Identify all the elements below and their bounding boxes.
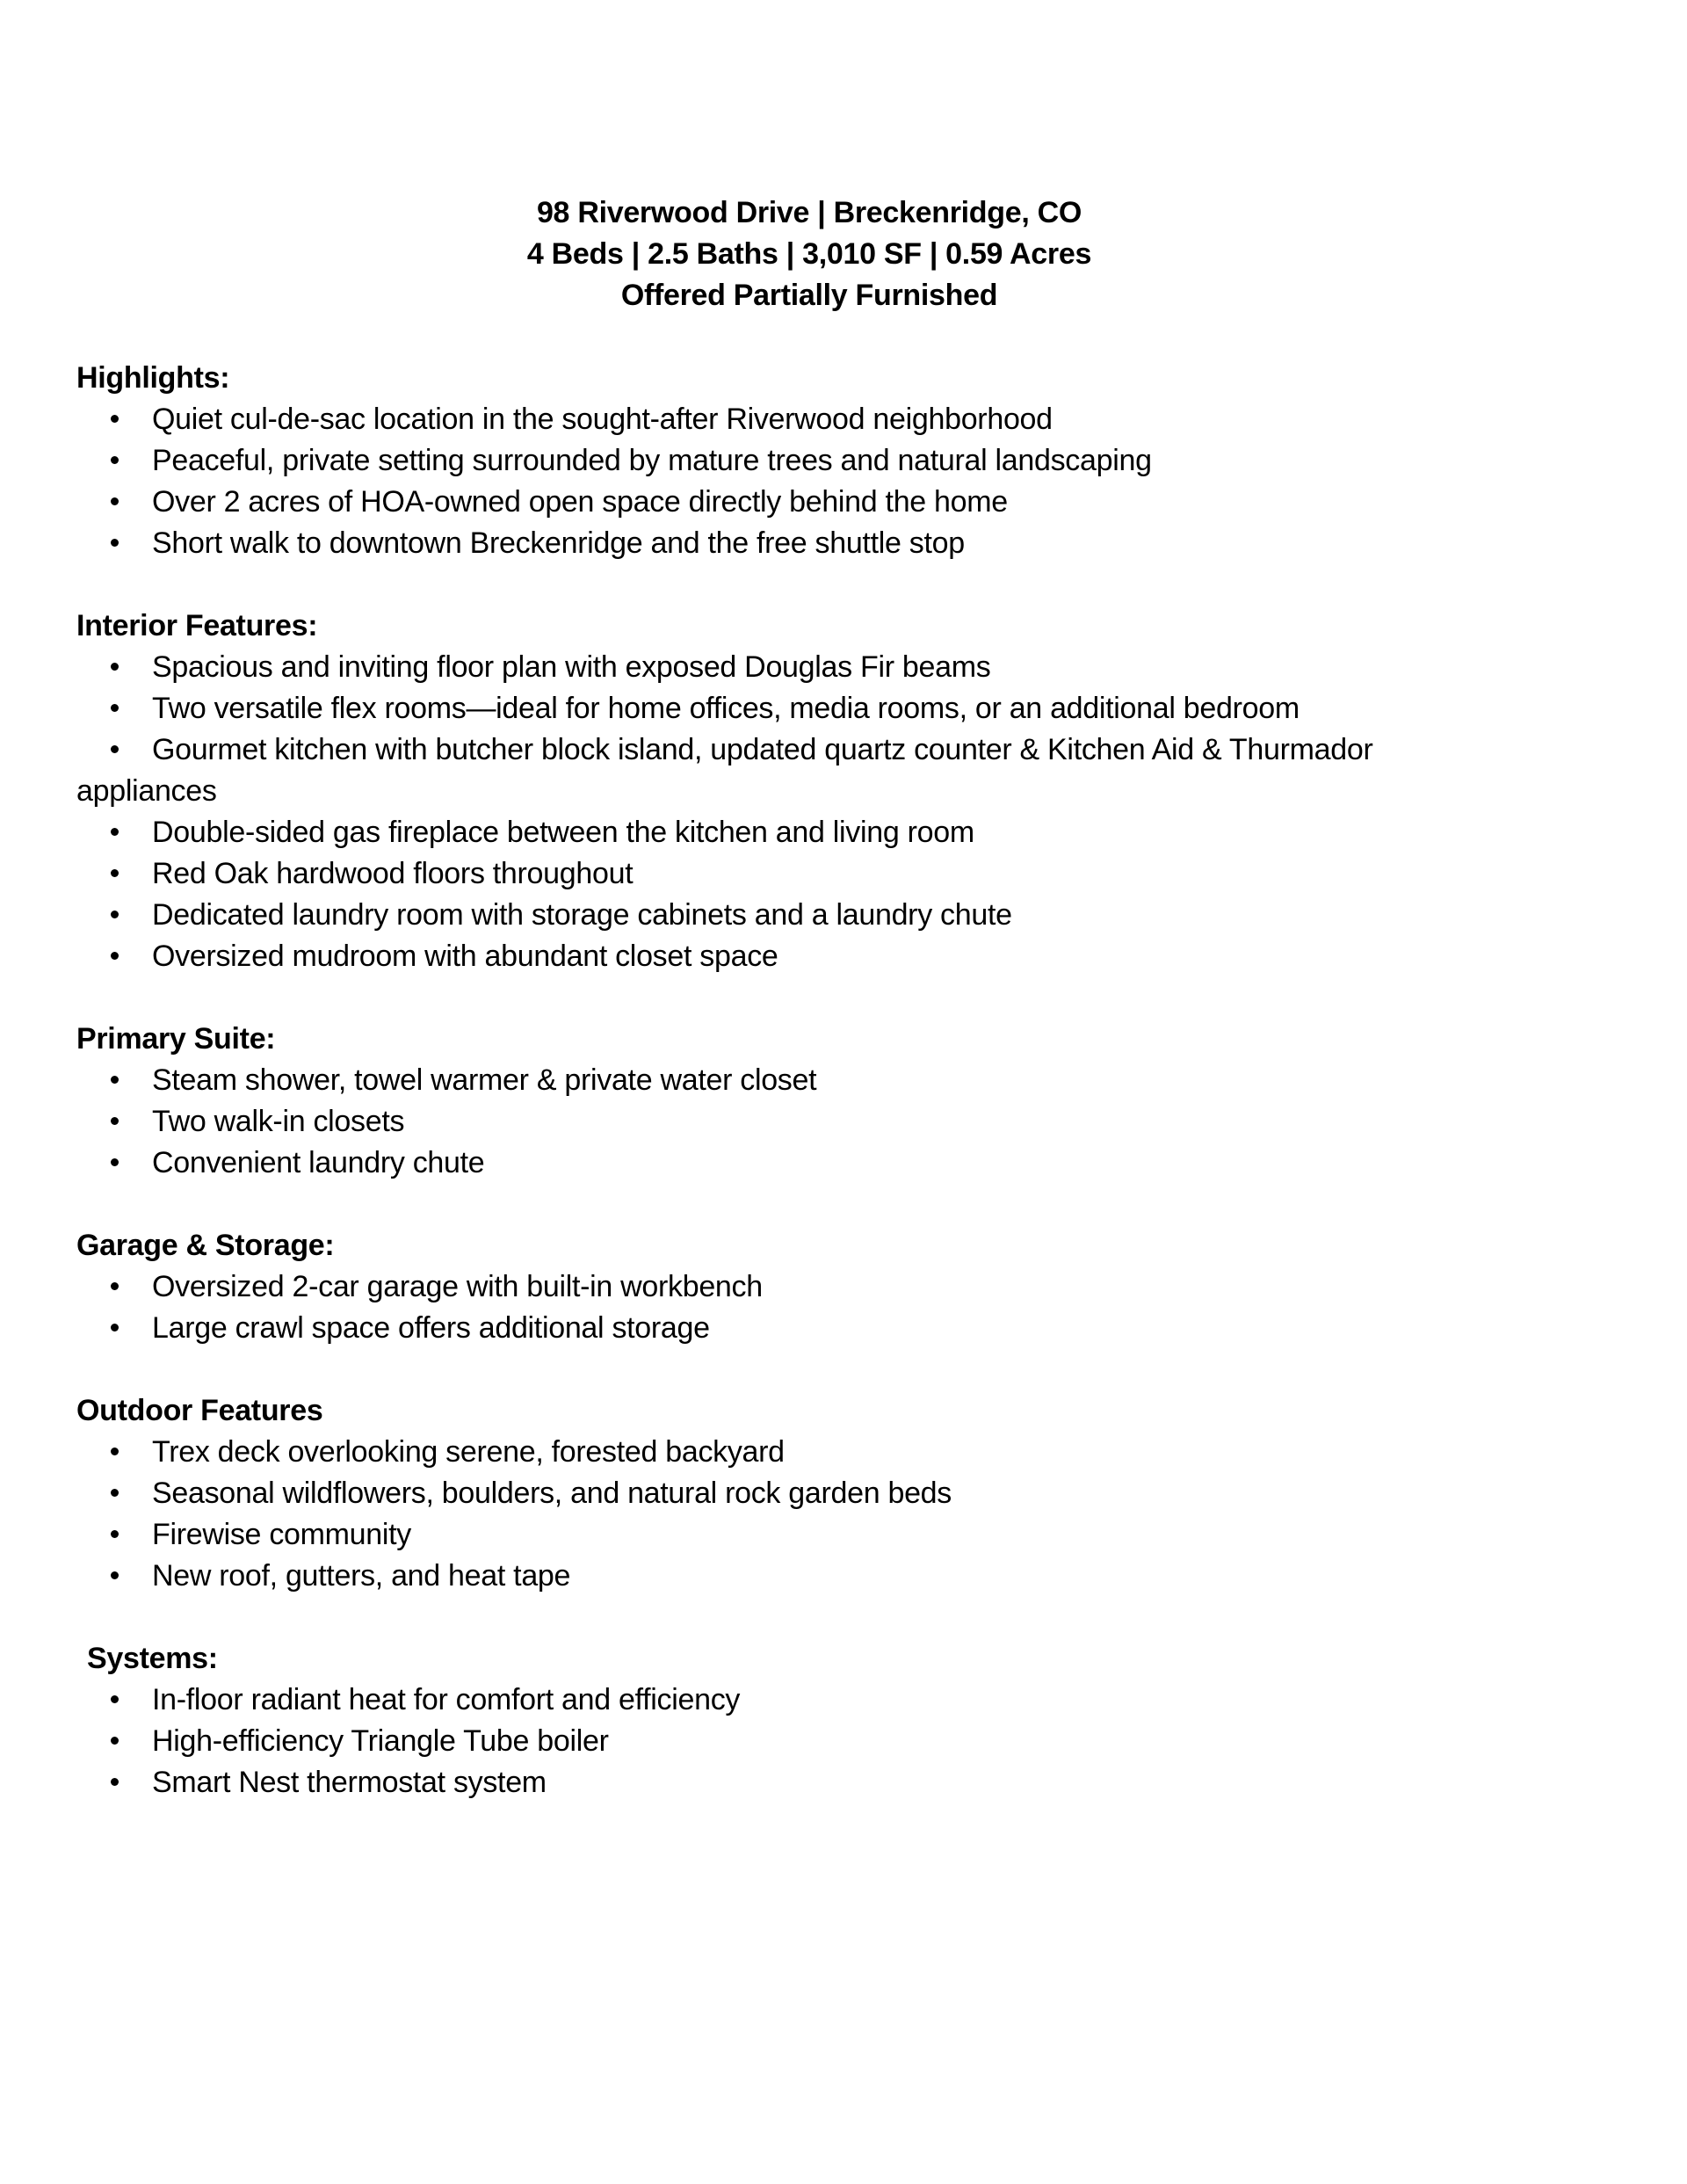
bullet-icon xyxy=(111,1571,119,1579)
bullet-icon xyxy=(111,1695,119,1703)
bullet-icon xyxy=(111,911,119,918)
list-item-text: Oversized mudroom with abundant closet space xyxy=(152,940,778,973)
list-item-text: Red Oak hardwood floors throughout xyxy=(152,857,634,890)
bullet-icon xyxy=(111,415,119,423)
section-heading-outdoor-features: Outdoor Features xyxy=(76,1394,323,1427)
section-outdoor-features xyxy=(76,1390,1542,1597)
list-item-text: Trex deck overlooking serene, forested backyard xyxy=(152,1435,785,1469)
section-heading-primary-suite: Primary Suite: xyxy=(76,1022,276,1056)
list-item-text: Two versatile flex rooms—ideal for home offices, media rooms, or an additional bedroom xyxy=(152,692,1300,725)
listing-address: 98 Riverwood Drive | Breckenridge, CO xyxy=(536,196,1082,229)
list-item-text: Firewise community xyxy=(152,1518,411,1551)
list-item-text: Quiet cul-de-sac location in the sought-after Riverwood neighborhood xyxy=(152,403,1053,436)
garage-storage-list xyxy=(76,1266,1542,1349)
list-item xyxy=(76,729,1542,771)
list-item-continuation xyxy=(76,771,1542,812)
list-item xyxy=(76,1308,1542,1349)
bullet-icon xyxy=(111,456,119,464)
list-item-text: In-floor radiant heat for comfort and efficiency xyxy=(152,1683,741,1716)
highlights-list xyxy=(76,399,1542,564)
bullet-icon xyxy=(111,1117,119,1125)
section-heading-garage-storage: Garage & Storage: xyxy=(76,1229,335,1262)
list-item-text: New roof, gutters, and heat tape xyxy=(152,1559,571,1593)
bullet-icon xyxy=(111,1530,119,1538)
list-item-text: High-efficiency Triangle Tube boiler xyxy=(152,1724,609,1758)
list-item xyxy=(76,688,1542,729)
list-item-text: Smart Nest thermostat system xyxy=(152,1766,547,1799)
list-item xyxy=(76,1721,1542,1762)
bullet-icon xyxy=(111,1158,119,1166)
bullet-icon xyxy=(111,663,119,671)
bullet-icon xyxy=(111,704,119,712)
section-interior-features xyxy=(76,606,1542,977)
list-item-text: Large crawl space offers additional storage xyxy=(152,1311,710,1345)
list-item-text: Two walk-in closets xyxy=(152,1105,405,1138)
list-item-text: Oversized 2-car garage with built-in workbench xyxy=(152,1270,763,1303)
list-item-text: Convenient laundry chute xyxy=(152,1146,485,1179)
list-item xyxy=(76,523,1542,564)
list-item xyxy=(76,1762,1542,1803)
listing-stats: 4 Beds | 2.5 Baths | 3,010 SF | 0.59 Acres xyxy=(526,237,1092,271)
bullet-icon xyxy=(111,745,119,753)
list-item-text: Seasonal wildflowers, boulders, and natural rock garden beds xyxy=(152,1477,952,1510)
bullet-icon xyxy=(111,1778,119,1786)
list-item-text: Over 2 acres of HOA-owned open space directly behind the home xyxy=(152,485,1008,519)
section-heading-systems: Systems: xyxy=(87,1642,218,1675)
list-item xyxy=(76,1680,1542,1721)
bullet-icon xyxy=(111,497,119,505)
list-item-text: Dedicated laundry room with storage cabinets and a laundry chute xyxy=(152,898,1012,932)
bullet-icon xyxy=(111,1737,119,1745)
list-item xyxy=(76,440,1542,482)
list-item xyxy=(76,895,1542,936)
list-item-text: Gourmet kitchen with butcher block island, updated quartz counter & Kitchen Aid & Thurmador xyxy=(152,733,1373,766)
section-highlights xyxy=(76,358,1542,564)
list-item xyxy=(76,1514,1542,1556)
listing-header xyxy=(76,192,1542,316)
bullet-icon xyxy=(111,1448,119,1455)
list-item xyxy=(76,482,1542,523)
outdoor-features-list xyxy=(76,1432,1542,1597)
bullet-icon xyxy=(111,869,119,877)
interior-features-list xyxy=(76,647,1542,977)
list-item xyxy=(76,853,1542,895)
list-item xyxy=(76,1143,1542,1184)
bullet-icon xyxy=(111,1076,119,1084)
systems-list xyxy=(76,1680,1542,1803)
listing-furnishing: Offered Partially Furnished xyxy=(620,279,998,312)
list-item-text: Double-sided gas fireplace between the kitchen and living room xyxy=(152,816,974,849)
bullet-icon xyxy=(111,1282,119,1290)
section-primary-suite xyxy=(76,1019,1542,1184)
bullet-icon xyxy=(111,1489,119,1497)
bullet-icon xyxy=(111,539,119,547)
list-item-text: Peaceful, private setting surrounded by mature trees and natural landscaping xyxy=(152,444,1152,477)
list-item xyxy=(76,1473,1542,1514)
list-item-text: appliances xyxy=(76,774,217,808)
section-heading-interior-features: Interior Features: xyxy=(76,609,318,642)
bullet-icon xyxy=(111,828,119,836)
list-item xyxy=(76,1060,1542,1101)
primary-suite-list xyxy=(76,1060,1542,1184)
section-systems xyxy=(76,1638,1542,1803)
section-garage-storage xyxy=(76,1225,1542,1349)
list-item xyxy=(76,1432,1542,1473)
list-item xyxy=(76,1266,1542,1308)
list-item xyxy=(76,812,1542,853)
list-item xyxy=(76,936,1542,977)
list-item-text: Steam shower, towel warmer & private water closet xyxy=(152,1063,817,1097)
bullet-icon xyxy=(111,1324,119,1331)
list-item-text: Spacious and inviting floor plan with exposed Douglas Fir beams xyxy=(152,650,991,684)
list-item xyxy=(76,647,1542,688)
bullet-icon xyxy=(111,952,119,960)
section-heading-highlights: Highlights: xyxy=(76,361,230,395)
list-item-text: Short walk to downtown Breckenridge and the free shuttle stop xyxy=(152,526,965,560)
list-item xyxy=(76,1556,1542,1597)
list-item xyxy=(76,1101,1542,1143)
list-item xyxy=(76,399,1542,440)
